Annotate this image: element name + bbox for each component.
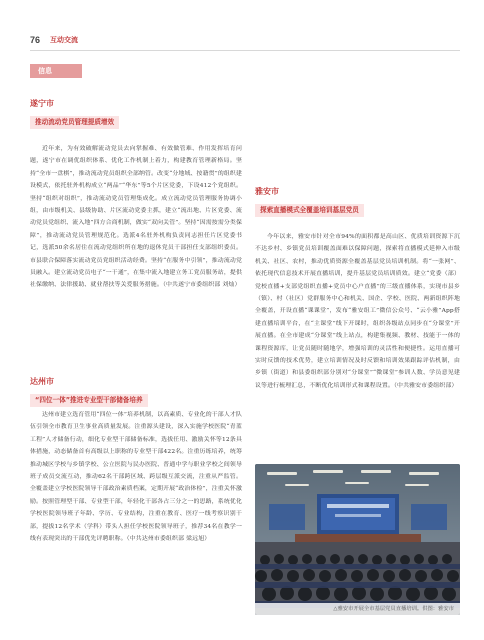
article-paragraph: 近年来，为有效破解流动党员去向掌握难、有效做管难、作用发挥培育问题，遂宁市在调优组织体系、优化工作机制上着力，构建教育管理新格局。坚持“全市一盘棋”，推动流动党员组织全部纳管。改变“分地域、按籍贯”的组织建设模式，依托驻外机构成立“两品”“华东”等5个片区党委，下设412个党组织。坚持“组织对组织”，推动流动党员管理集成化。成立流动党员管理服务协调小组，由市级机关、县级协助、片区流动党委主抓，建立“流出地、片区党委、流动党员党组织、流入地”四方合商机制，做实“双向关管”。坚持“因需按需分类保障”，推动流动党员管理规范化。选派4名驻外机构负责同志担任片区党委书记，选派50余名居住在流动党组织所在地的退休党员干部担任支部组织委员。市县联合保障落实流动党员党组织活动经费。坚持“在服务中引领”，推动流动党员融入。建立流动党员电子“一干通”，在集中流入地建立务工党员服务站，提供社保缴纳、法律援助、就业帮扶等关爱服务措施。（中共遂宁市委组织部 刘灿） (30, 146, 242, 289)
article-body (255, 231, 460, 473)
article-subtitle: “四位一体”推进专业型干部储备培养 (30, 394, 148, 407)
article-suining (30, 98, 242, 292)
article-region: 遂宁市 (30, 99, 54, 108)
article-dazhou (30, 376, 242, 407)
article-paragraph: 达州市建立选育管用“四位一体”培养机制，以高素质、专业化的干部人才队伍引领全市教育卫生事业高质量发展。注重源头建设，深入实施学校医院“青蓝工程”人才储备行动，细化专业型干部储备标准，选拔任用、激励关怀等12条具体措施，动态储备首有高级以上职称的专业型干部422名。注重历练培养，统筹推动城区学校与乡镇学校、公立医院与民办医院、普通中学与职业学校之间领导班子成员交流互动，推动62名干部跨区域、跨层级互派交流，注重从严监管。全覆盖建立学校医院领导干部政治素质档案，定期开展“政治体检”，注重关怀激励。按照管理型干部、专业型干部，年轻化干部各占三分之一的思路，系统优化学校医院领导班子年龄、学历、专业结构，注重在教育、医疗一线考察识别干部，提拔12名学术（学科）带头人担任学校医院领导班子，推荐34名在教学一线有表现突出的干部优先评聘职称。（中共达州市委组织部 梁远旭） (30, 412, 242, 543)
article-body (30, 409, 242, 614)
article-photo (255, 464, 460, 615)
header-divider (30, 50, 460, 51)
meeting-hall-image (255, 464, 460, 615)
article-subtitle: 推动流动党员管理提质增效 (30, 116, 119, 129)
page-number: 76 (30, 35, 41, 45)
photo-caption: △雅安市开展全市基层党员直播培训。供图：雅安市 (255, 603, 460, 615)
article-paragraph: 今年以来，雅安市针对全市94%的面积都是高山区、优质培训资源下沉不达乡村、乡镇党员培训覆盖面难以保障问题，探索将直播模式延伸入市级机关、社区、农村，推动优质资源全覆盖基层党员培训机制。将“一张网”、依托现代信息技术开展直播培训，提升基层党员培训质效。建立“党委（部）党校直播+支部党组织直播+党员中心户直播”的三级直播体系，实现市县乡（镇）、村（社区）党群服务中心和机关、国企、学校、医院、两新组织阵地全覆盖，开设直播“课课堂”，发布“雅安组工”微信公众号、“云小雅”App搭建直播培训平台，在“主课堂”线下开课时，组织各级站点同步在“分课堂”开展直播。在全市建成“分课堂”线上站点，构建集视频、教材、技能于一体的课程资源库，让党员随时随地学，增强培训的灵活性和便捷性。运用直播可实时反馈的技术优势，建立培训情况及时反馈和培训效果跟踪评估机制，由乡镇（街道）和县委组织部分别对“分课堂”“微课堂”参训人数、学员意见建议等进行梳理汇总，不断优化培训形式和课程设置。（中共雅安市委组织部） (255, 234, 460, 389)
article-body (30, 143, 242, 292)
article-subtitle: 探索直播模式全覆盖培训基层党员 (255, 204, 364, 217)
article-region: 达州市 (30, 377, 54, 386)
section-name: 互动交流 (50, 36, 78, 44)
article-region: 雅安市 (255, 187, 279, 196)
info-tag: 信息 (30, 64, 82, 78)
article-yaan (255, 186, 460, 473)
page-header (30, 35, 460, 47)
